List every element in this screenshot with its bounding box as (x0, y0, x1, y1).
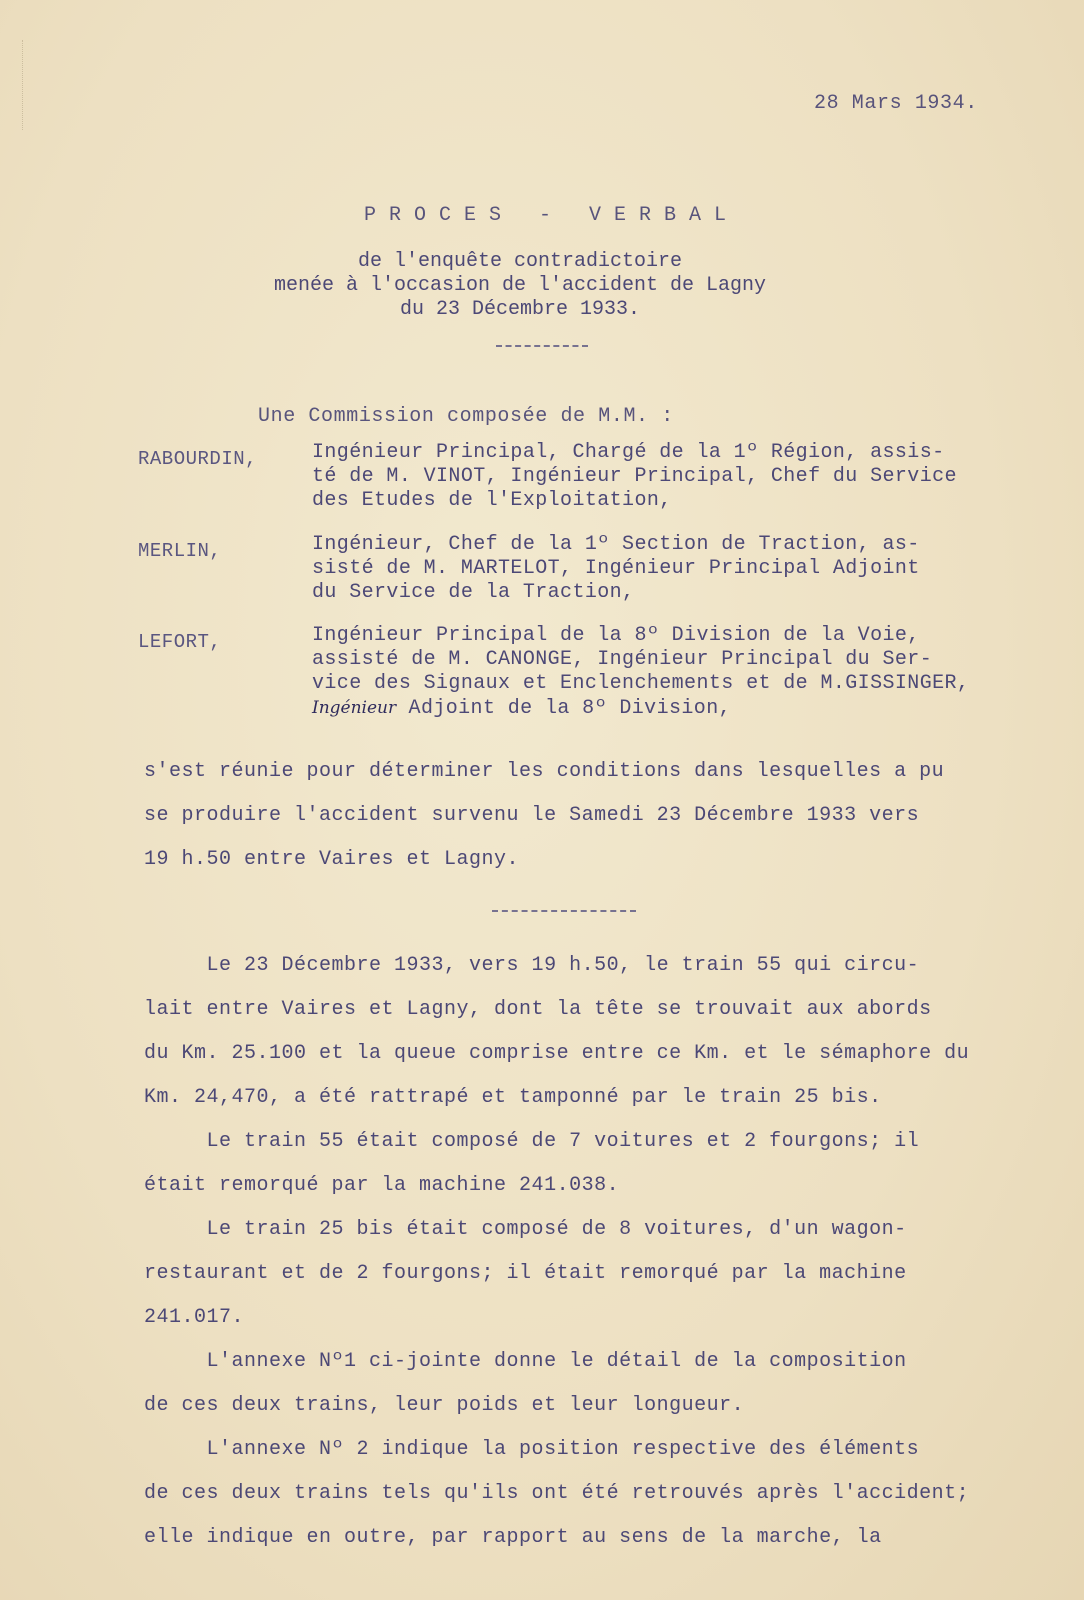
member-description-rabourdin (312, 441, 1012, 513)
body-line: L'annexe Nº1 ci-jointe donne le détail de la composition (144, 1350, 907, 1373)
body-line: était remorqué par la machine 241.038. (144, 1174, 620, 1197)
subtitle-line-3: du 23 Décembre 1933. (399, 298, 641, 321)
paragraph-line: 19 h.50 entre Vaires et Lagny. (144, 848, 520, 871)
document-title: PROCES - VERBAL (364, 204, 740, 227)
body-line: Le 23 Décembre 1933, vers 19 h.50, le train 55 qui circu- (144, 954, 920, 977)
member-line: Ingénieur Principal de la 8º Division de la Voie, (312, 624, 920, 647)
body-line: L'annexe Nº 2 indique la position respective des éléments (144, 1438, 920, 1461)
member-line: assisté de M. CANONGE, Ingénieur Principal du Ser- (312, 648, 933, 671)
body-line: restaurant et de 2 fourgons; il était remorqué par la machine (144, 1262, 907, 1285)
body-line: elle indique en outre, par rapport au sens de la marche, la (144, 1526, 882, 1549)
member-line: Ingénieur, Chef de la 1º Section de Traction, as- (312, 533, 920, 556)
member-line: des Etudes de l'Exploitation, (312, 489, 672, 512)
title-divider (496, 345, 588, 347)
body-line: du Km. 25.100 et la queue comprise entre ce Km. et le sémaphore du (144, 1042, 970, 1065)
subtitle-line-2: menée à l'occasion de l'accident de Lagny (273, 274, 767, 297)
member-line: té de M. VINOT, Ingénieur Principal, Chef du Service (312, 465, 957, 488)
member-name-lefort: LEFORT, (138, 631, 222, 653)
member-line: du Service de la Traction, (312, 581, 635, 604)
handwritten-correction: Ingénieur (312, 698, 397, 718)
member-line: Ingénieur Principal, Chargé de la 1º Région, assis- (312, 441, 945, 464)
member-description-merlin (312, 533, 1012, 605)
body-line: lait entre Vaires et Lagny, dont la tête se trouvait aux abords (144, 998, 932, 1021)
paragraph-line: se produire l'accident survenu le Samedi 23 Décembre 1933 vers (144, 804, 920, 827)
body-line: Le train 55 était composé de 7 voitures et 2 fourgons; il (144, 1130, 920, 1153)
reunion-paragraph (144, 750, 1024, 882)
member-line-last (312, 696, 1012, 721)
section-divider (492, 910, 636, 912)
subtitle-line-1: de l'enquête contradictoire (357, 250, 683, 273)
member-description-lefort (312, 624, 1012, 721)
body-line: Le train 25 bis était composé de 8 voitures, d'un wagon- (144, 1218, 907, 1241)
body-text (144, 944, 1024, 1560)
member-line-tail: Adjoint de la 8º Division, (396, 697, 731, 720)
paragraph-line: s'est réunie pour déterminer les conditions dans lesquelles a pu (144, 760, 945, 783)
body-line: Km. 24,470, a été rattrapé et tamponné par le train 25 bis. (144, 1086, 882, 1109)
paper-mark (22, 40, 27, 130)
member-line: sisté de M. MARTELOT, Ingénieur Principal Adjoint (312, 557, 920, 580)
body-line: de ces deux trains tels qu'ils ont été retrouvés après l'accident; (144, 1482, 970, 1505)
body-line: de ces deux trains, leur poids et leur longueur. (144, 1394, 745, 1417)
document-date: 28 Mars 1934. (814, 92, 978, 115)
member-name-rabourdin: RABOURDIN, (138, 448, 258, 470)
body-line: 241.017. (144, 1306, 245, 1329)
commission-intro: Une Commission composée de M.M. : (258, 405, 674, 428)
member-line: vice des Signaux et Enclenchements et de M.GISSINGER, (312, 672, 970, 695)
member-name-merlin: MERLIN, (138, 540, 222, 562)
